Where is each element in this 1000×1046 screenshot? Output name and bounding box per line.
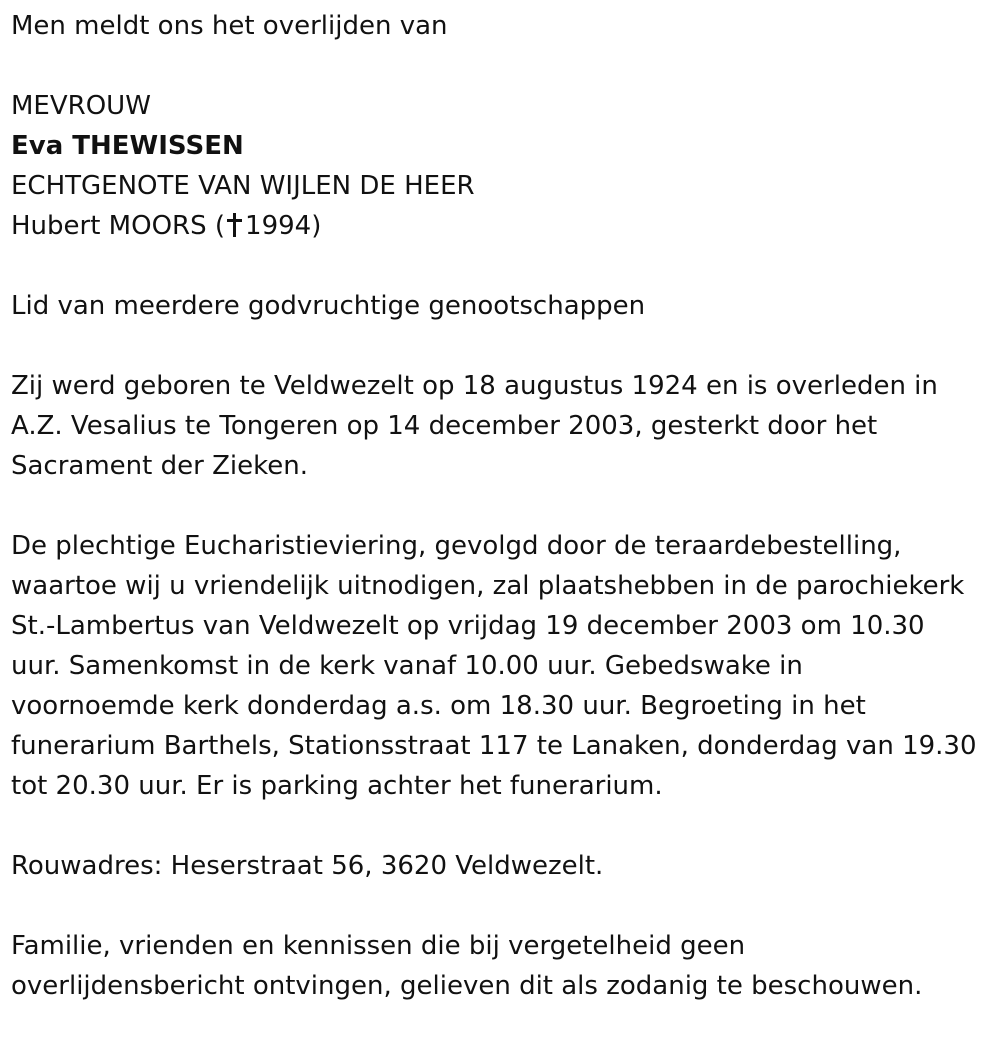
paragraph-line: De plechtige Eucharistieviering, gevolgd door de teraardebestelling, bbox=[11, 531, 902, 561]
spacer bbox=[11, 46, 1000, 86]
paragraph-line: funerarium Barthels, Stationsstraat 117 te Lanaken, donderdag van 19.30 bbox=[11, 731, 977, 761]
paragraph-line: waartoe wij u vriendelijk uitnodigen, zal plaatshebben in de parochiekerk bbox=[11, 571, 965, 601]
spacer bbox=[11, 886, 1000, 926]
intro-text: Men meldt ons het overlijden van bbox=[11, 11, 448, 41]
spouse-name: Hubert MOORS ( bbox=[11, 211, 226, 241]
ceremony-paragraph bbox=[11, 526, 996, 806]
paragraph-line: uur. Samenkomst in de kerk vanaf 10.00 uur. Gebedswake in bbox=[11, 651, 803, 681]
paragraph-line: St.-Lambertus van Veldwezelt op vrijdag 19 december 2003 om 10.30 bbox=[11, 611, 925, 641]
title-text: MEVROUW bbox=[11, 91, 151, 121]
paragraph-line: tot 20.30 uur. Er is parking achter het funerarium. bbox=[11, 771, 663, 801]
spacer bbox=[11, 246, 1000, 286]
paragraph-line: Sacrament der Zieken. bbox=[11, 451, 308, 481]
deceased-name: Eva THEWISSEN bbox=[11, 131, 244, 161]
spouse-death-year: 1994) bbox=[245, 211, 322, 241]
paragraph-line: A.Z. Vesalius te Tongeren op 14 december 2003, gesterkt door het bbox=[11, 411, 878, 441]
spouse-intro-text: ECHTGENOTE VAN WIJLEN DE HEER bbox=[11, 171, 475, 201]
paragraph-line: Familie, vrienden en kennissen die bij vergetelheid geen bbox=[11, 931, 746, 961]
spouse-line bbox=[11, 206, 1000, 246]
paragraph-line: overlijdensbericht ontvingen, gelieven dit als zodanig te beschouwen. bbox=[11, 971, 923, 1001]
birth-death-paragraph bbox=[11, 366, 996, 486]
membership-text: Lid van meerdere godvruchtige genootschappen bbox=[11, 291, 646, 321]
spacer bbox=[11, 486, 1000, 526]
spacer bbox=[11, 806, 1000, 846]
address-text: Rouwadres: Heserstraat 56, 3620 Veldwezelt. bbox=[11, 851, 604, 881]
closing-paragraph bbox=[11, 926, 996, 1006]
paragraph-line: Zij werd geboren te Veldwezelt op 18 augustus 1924 en is overleden in bbox=[11, 371, 938, 401]
spacer bbox=[11, 326, 1000, 366]
cross-icon bbox=[227, 212, 241, 238]
paragraph-line: voornoemde kerk donderdag a.s. om 18.30 uur. Begroeting in het bbox=[11, 691, 866, 721]
